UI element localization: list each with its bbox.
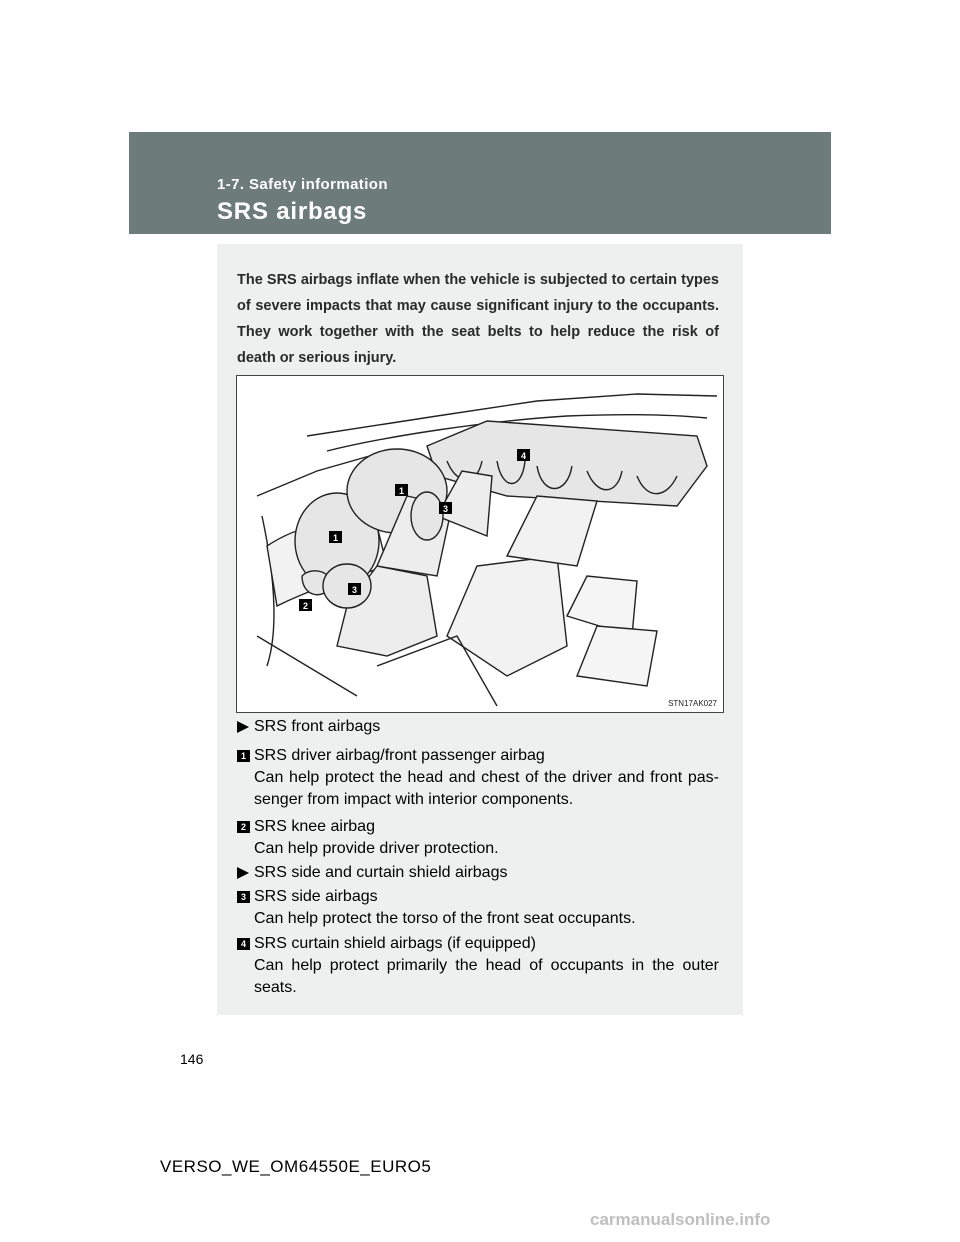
- item-description: Can help protect the torso of the front seat occupants.: [254, 910, 636, 927]
- number-badge: 2: [237, 821, 250, 833]
- section-label: 1-7. Safety information: [217, 176, 388, 193]
- svg-text:3: 3: [442, 504, 449, 514]
- page-number: 146: [180, 1051, 204, 1067]
- airbag-illustration: [236, 375, 724, 713]
- arrow-right-icon: [237, 867, 249, 879]
- intro-paragraph: The SRS airbags inflate when the vehicle is subjected to certain types of severe impacts that may cause significant injury to the occupants. They work together with the seat belts to help reduce the risk of death or serious injury.: [237, 272, 719, 366]
- number-badge: 3: [237, 891, 250, 903]
- item-description: Can help protect the head and chest of the driver and front pas-senger from impact with interior components.: [254, 769, 719, 808]
- svg-text:1: 1: [398, 486, 405, 496]
- callout-4-curtain: [517, 449, 530, 461]
- item-label: SRS curtain shield airbags (if equipped): [254, 935, 536, 952]
- arrow-right-icon: [237, 721, 249, 733]
- svg-text:2: 2: [302, 601, 309, 611]
- item-label: SRS driver airbag/front passenger airbag: [254, 747, 545, 764]
- callout-1-driver: [329, 531, 342, 543]
- item-label: SRS front airbags: [254, 718, 381, 735]
- car-interior-drawing: [237, 376, 723, 712]
- illustration-code: STN17AK027: [668, 699, 717, 708]
- callout-2-knee: [299, 599, 312, 611]
- callout-3-side-passenger: [439, 502, 452, 514]
- item-description: Can help provide driver protection.: [254, 840, 499, 857]
- number-badge: 1: [237, 750, 250, 762]
- item-label: SRS side airbags: [254, 888, 378, 905]
- item-description: Can help protect primarily the head of occupants in the outer seats.: [254, 957, 719, 996]
- svg-text:1: 1: [332, 533, 339, 543]
- item-label: SRS knee airbag: [254, 818, 375, 835]
- page-title: SRS airbags: [217, 198, 368, 225]
- document-footer: VERSO_WE_OM64550E_EURO5: [160, 1157, 432, 1176]
- section-header: [129, 132, 831, 234]
- svg-text:4: 4: [520, 451, 527, 461]
- callout-3-side-driver: [348, 583, 361, 595]
- item-label: SRS side and curtain shield airbags: [254, 864, 508, 881]
- watermark: carmanualsonline.info: [590, 1210, 771, 1229]
- svg-text:3: 3: [351, 585, 358, 595]
- callout-1-passenger: [395, 484, 408, 496]
- number-badge: 4: [237, 938, 250, 950]
